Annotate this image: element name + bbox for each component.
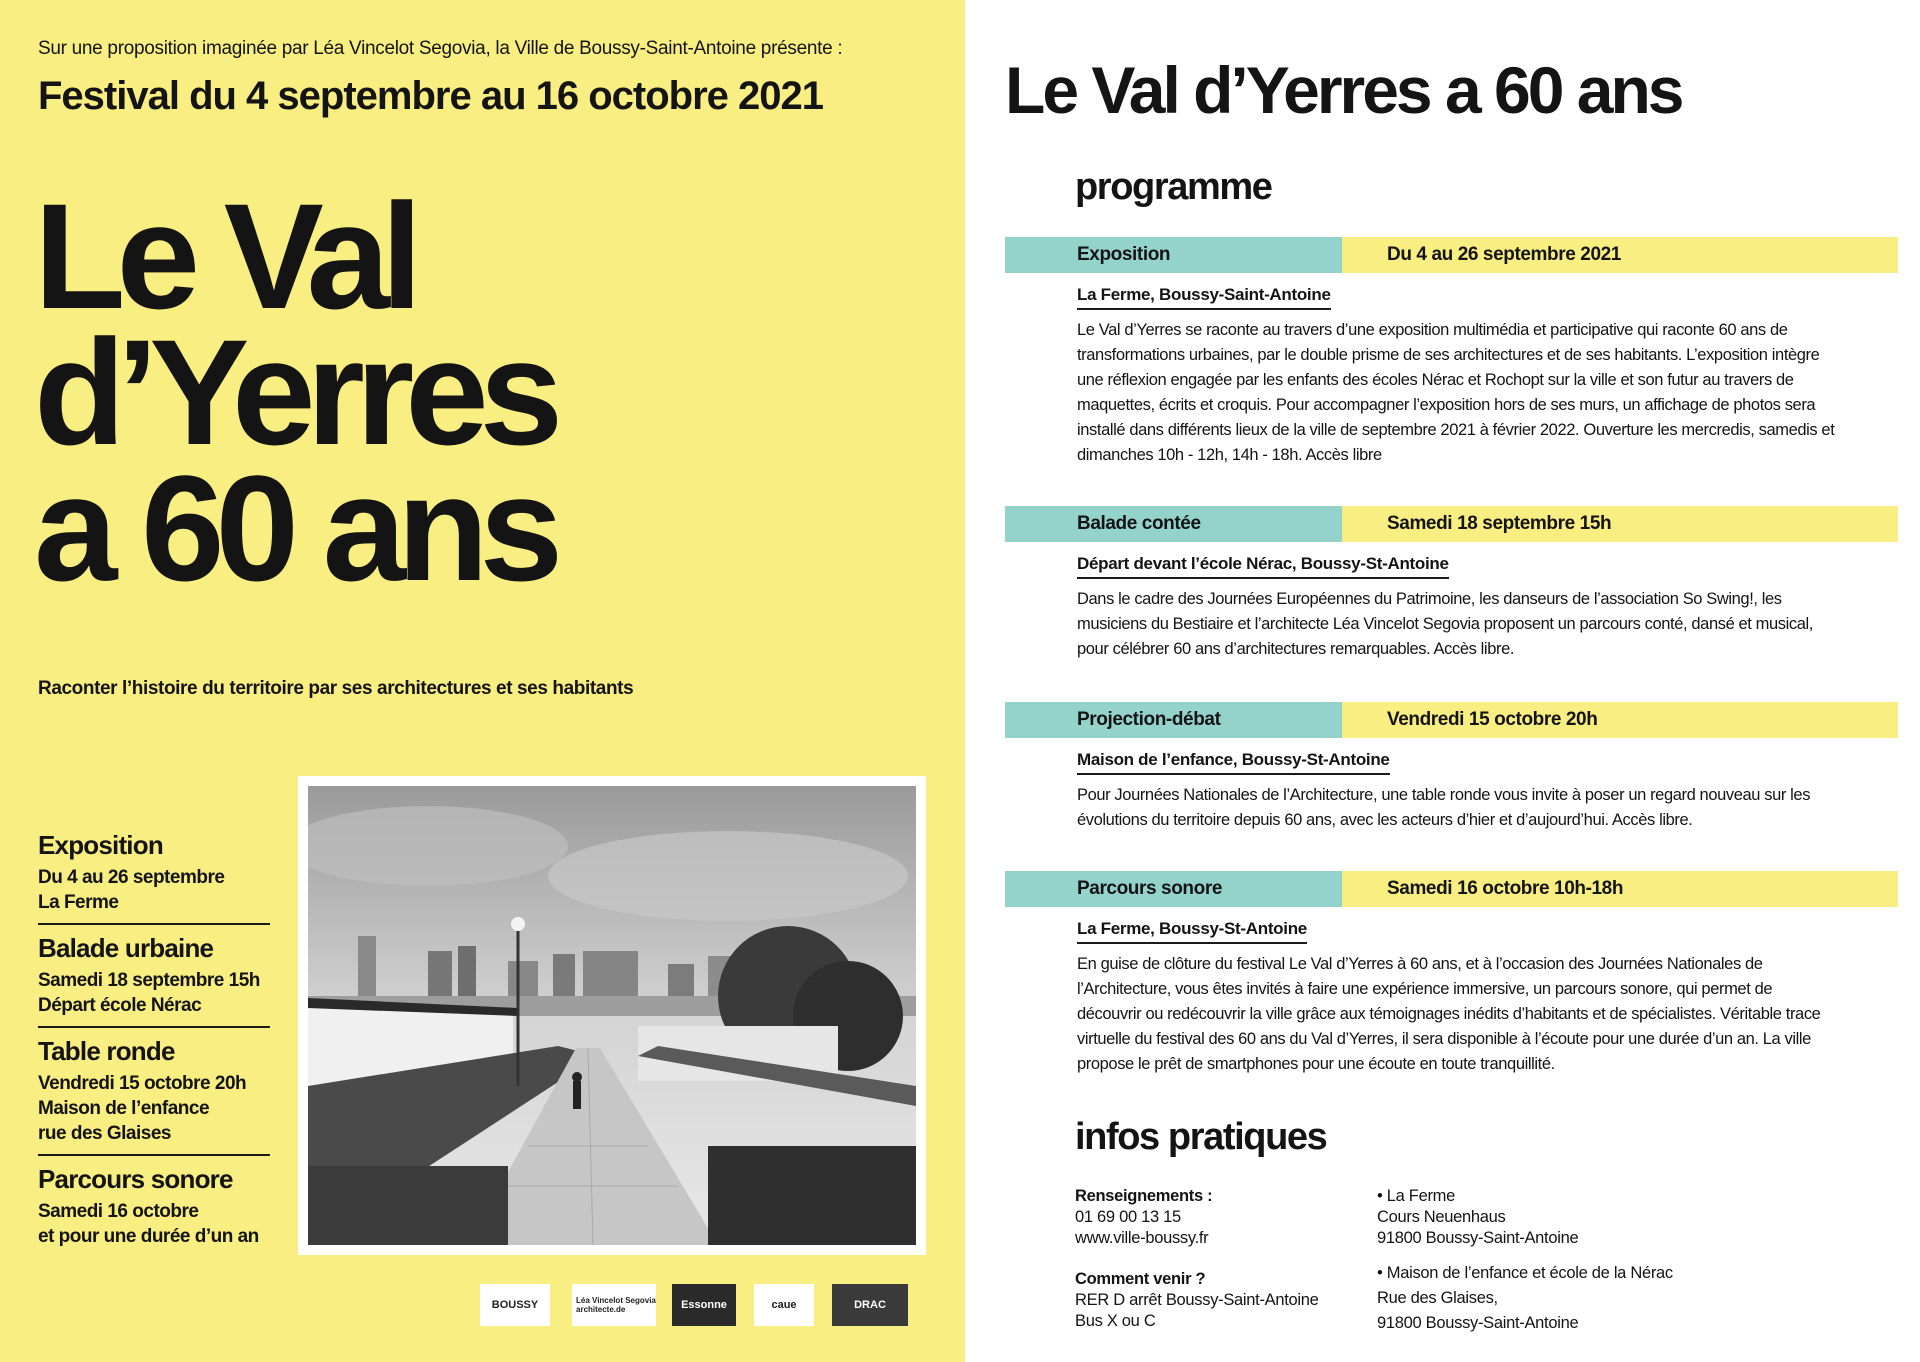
drac-logo: DRAC: [832, 1284, 908, 1326]
photo-frame: [298, 776, 926, 1255]
program-item-date: Du 4 au 26 septembre 2021: [1387, 244, 1621, 265]
poster-title-line: d’Yerres: [34, 308, 555, 476]
infos-section-title: infos pratiques: [1075, 1116, 1327, 1158]
comment-venir-label: Comment venir ?: [1075, 1270, 1206, 1288]
program-item-location: Maison de l’enfance, Boussy-St-Antoine: [1077, 750, 1390, 775]
program-item-name: Projection-débat: [1077, 709, 1221, 730]
address-line: 91800 Boussy-Saint-Antoine: [1377, 1314, 1579, 1332]
event-detail: rue des Glaises: [38, 1123, 171, 1144]
program-item-name: Parcours sonore: [1077, 878, 1222, 899]
renseignements-label: Renseignements :: [1075, 1187, 1213, 1205]
transport-line: Bus X ou C: [1075, 1312, 1156, 1330]
event-detail: Départ école Nérac: [38, 995, 202, 1016]
program-item-header: [1005, 506, 1898, 542]
event-detail: Vendredi 15 octobre 20h: [38, 1073, 247, 1094]
address-line: • Maison de l’enfance et école de la Nérac: [1377, 1264, 1673, 1282]
event-detail: Du 4 au 26 septembre: [38, 867, 225, 888]
program-item-description: Pour Journées Nationales de l’Architecture, une table ronde vous invite à poser un regard nouveau sur les évolutions du territoire depuis 60 ans, avec les acteurs d’hier et d’aujourd’hui. Accès libre.: [1077, 786, 1811, 829]
address-line: Cours Neuenhaus: [1377, 1208, 1506, 1226]
infos-address-column: [1377, 1186, 1877, 1334]
program-item-name: Exposition: [1077, 244, 1171, 265]
transport-line: RER D arrêt Boussy-Saint-Antoine: [1075, 1291, 1319, 1309]
program-item: [1005, 506, 1898, 662]
program-item-location: La Ferme, Boussy-Saint-Antoine: [1077, 285, 1331, 310]
event-detail: Samedi 16 octobre: [38, 1201, 199, 1222]
program-item-location: Départ devant l’école Nérac, Boussy-St-Antoine: [1077, 554, 1449, 579]
festival-dates: Festival du 4 septembre au 16 octobre 2021: [38, 74, 824, 118]
address-line: Rue des Glaises,: [1377, 1289, 1498, 1307]
program-item-description: Le Val d’Yerres se raconte au travers d’une exposition multimédia et participative qui raconte 60 ans de transformations urbaines, par le double prisme de ses architectures et de ses habitants. L’exposition intègre une réflexion engagée par les enfants des écoles Nérac et Rochopt sur la ville et son futur au travers de maquettes, écrits et croquis. Pour accompagner l’exposition hors de ses murs, un affichage de photos sera installé dans différents lieux de la ville de septembre 2021 à février 2022. Ouverture les mercredis, samedis et dimanches 10h - 12h, 14h - 18h. Accès libre: [1077, 321, 1835, 464]
event-detail: La Ferme: [38, 892, 119, 913]
poster-title: [34, 172, 555, 612]
phone-number: 01 69 00 13 15: [1075, 1208, 1181, 1226]
program-item-header: [1005, 871, 1898, 907]
partner-logos: [480, 1284, 930, 1330]
event-detail: et pour une durée d’un an: [38, 1226, 259, 1247]
program-item: [1005, 871, 1898, 1077]
event-summary: [38, 1164, 270, 1257]
program-section-title: programme: [1075, 166, 1272, 208]
event-name: Parcours sonore: [38, 1164, 233, 1194]
essonne-logo: Essonne: [672, 1284, 736, 1326]
event-name: Exposition: [38, 830, 163, 860]
program-item-date: Vendredi 15 octobre 20h: [1387, 709, 1598, 730]
event-detail: Maison de l’enfance: [38, 1098, 210, 1119]
program-item-location: La Ferme, Boussy-St-Antoine: [1077, 919, 1307, 944]
event-summary: [38, 830, 270, 925]
architect-logo: Léa Vincelot Segovia architecte.de: [572, 1284, 656, 1326]
program-item: [1005, 702, 1898, 833]
program-panel: [965, 0, 1920, 1362]
event-summary: [38, 1036, 270, 1156]
program-item: [1005, 237, 1898, 468]
poster-title-line: Le Val: [34, 172, 414, 340]
address-line: • La Ferme: [1377, 1187, 1455, 1205]
event-summary-list: [38, 830, 270, 1265]
photo-illustration: [308, 786, 916, 1245]
program-item-name: Balade contée: [1077, 513, 1201, 534]
infos-contact-column: [1075, 1186, 1365, 1332]
neighborhood-photo: [308, 786, 916, 1245]
program-item-header: [1005, 237, 1898, 273]
caue-logo: caue: [754, 1284, 814, 1326]
program-item-description: En guise de clôture du festival Le Val d’Yerres à 60 ans, et à l’occasion des Journées Nationales de l’Architecture, vous êtes invités à faire une expérience immersive, un parcours sonore, qui permet de découvrir ou redécouvrir la ville grâce aux témoignages inédits d’habitants et de spécialistes. Véritable trace virtuelle du festival des 60 ans du Val d’Yerres, il sera disponible à l’écoute pour une durée d’un an. La ville propose le prêt de smartphones pour une écoute en toute tranquillité.: [1077, 955, 1821, 1073]
address-line: 91800 Boussy-Saint-Antoine: [1377, 1229, 1579, 1247]
program-item-description: Dans le cadre des Journées Européennes du Patrimoine, les danseurs de l’association So Swing!, les musiciens du Bestiaire et l’architecte Léa Vincelot Segovia proposent un parcours conté, dansé et musical, pour célébrer 60 ans d’architectures remarquables. Accès libre.: [1077, 590, 1813, 658]
boussy-logo: BOUSSY: [480, 1284, 550, 1326]
event-name: Balade urbaine: [38, 933, 214, 963]
program-item-date: Samedi 18 septembre 15h: [1387, 513, 1612, 534]
poster-tagline: Raconter l’histoire du territoire par ses architectures et ses habitants: [38, 678, 634, 699]
program-item-header: [1005, 702, 1898, 738]
poster-title-line: a 60 ans: [34, 444, 555, 612]
program-page-title: Le Val d’Yerres a 60 ans: [1005, 53, 1682, 127]
intro-text: Sur une proposition imaginée par Léa Vincelot Segovia, la Ville de Boussy-Saint-Antoine présente :: [38, 38, 843, 59]
program-item-date: Samedi 16 octobre 10h-18h: [1387, 878, 1624, 899]
event-detail: Samedi 18 septembre 15h: [38, 970, 260, 991]
event-name: Table ronde: [38, 1036, 175, 1066]
website: www.ville-boussy.fr: [1075, 1229, 1209, 1247]
event-summary: [38, 933, 270, 1028]
